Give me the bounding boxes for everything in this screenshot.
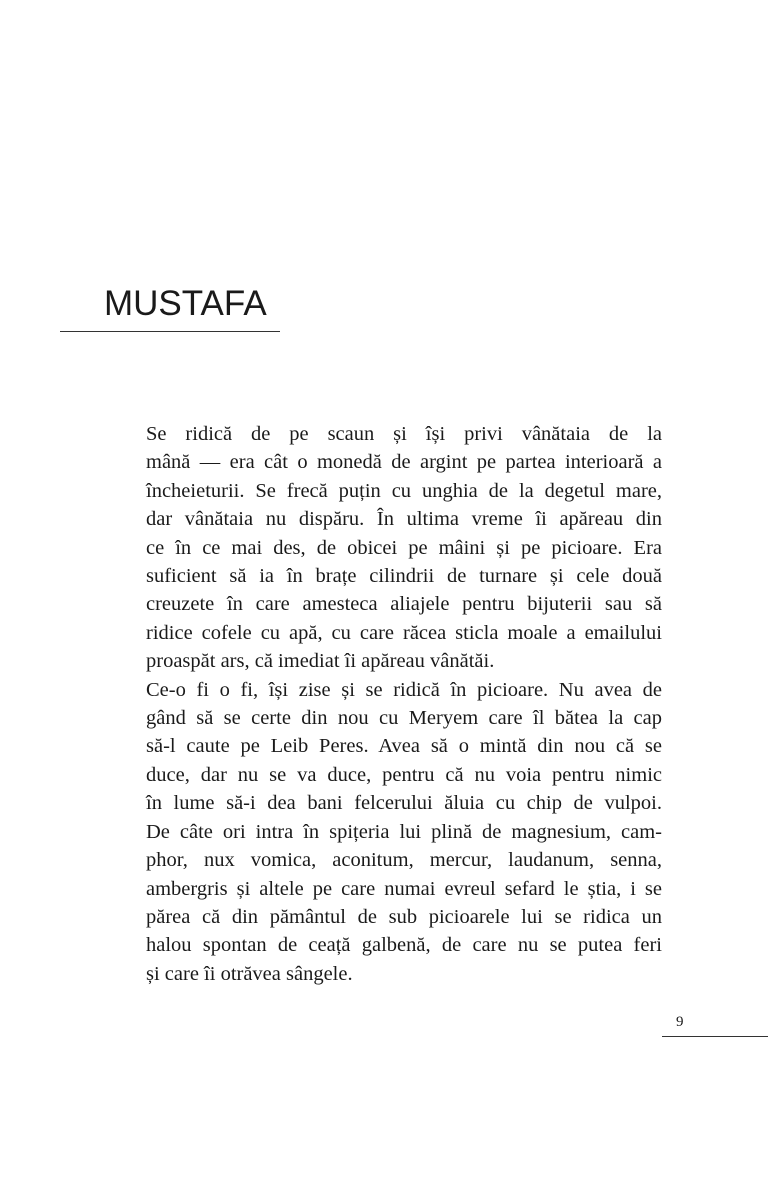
title-underline: [60, 331, 280, 332]
text-line: Ce-o fi o fi, își zise și se ridică în picioare. Nu avea de: [146, 678, 662, 701]
text-line: suficient să ia în brațe cilindrii de turnare și cele două: [146, 565, 662, 588]
text-line: halou spontan de ceață galbenă, de care nu se putea feri: [146, 934, 662, 957]
text-line: ambergris și altele pe care numai evreul sefard le știa, i se: [146, 877, 662, 900]
chapter-title: MUSTAFA: [104, 284, 267, 323]
text-line: ce în ce mai des, de obicei pe mâini și pe picioare. Era: [146, 536, 662, 559]
text-line: încheieturii. Se frecă puțin cu unghia de la degetul mare,: [146, 479, 662, 502]
text-line: Se ridică de pe scaun și își privi vânătaia de la: [146, 423, 662, 445]
text-line: în lume să-i dea bani felcerului ăluia cu chip de vulpoi.: [146, 792, 662, 815]
paragraph-2: [106, 676, 662, 988]
text-line: dar vânătaia nu dispăru. În ultima vreme îi apăreau din: [146, 508, 662, 531]
text-line: mână — era cât o monedă de argint pe partea interioară a: [146, 451, 662, 474]
text-line: proaspăt ars, că imediat îi apăreau vânătăi.: [146, 650, 495, 673]
page-number: 9: [676, 1014, 684, 1030]
text-line: creuzete în care amesteca aliajele pentru bijuterii sau să: [146, 593, 662, 616]
text-line: phor, nux vomica, aconitum, mercur, laudanum, senna,: [146, 849, 662, 872]
paragraph-1: [106, 420, 662, 676]
text-line: De câte ori intra în spițeria lui plină de magnesium, cam-: [146, 820, 662, 843]
text-line: gând să se certe din nou cu Meryem care îl bătea la cap: [146, 707, 662, 730]
text-line: părea că din pământul de sub picioarele lui se ridica un: [146, 905, 662, 928]
text-line: ridice cofele cu apă, cu care răcea sticla moale a emailului: [146, 621, 662, 644]
text-line: și care îi otrăvea sângele.: [146, 962, 353, 985]
body-text: [106, 420, 662, 988]
text-line: să-l caute pe Leib Peres. Avea să o mintă din nou că se: [146, 735, 662, 758]
text-line: duce, dar nu se va duce, pentru că nu voia pentru nimic: [146, 763, 662, 786]
page-number-rule: [662, 1036, 768, 1037]
